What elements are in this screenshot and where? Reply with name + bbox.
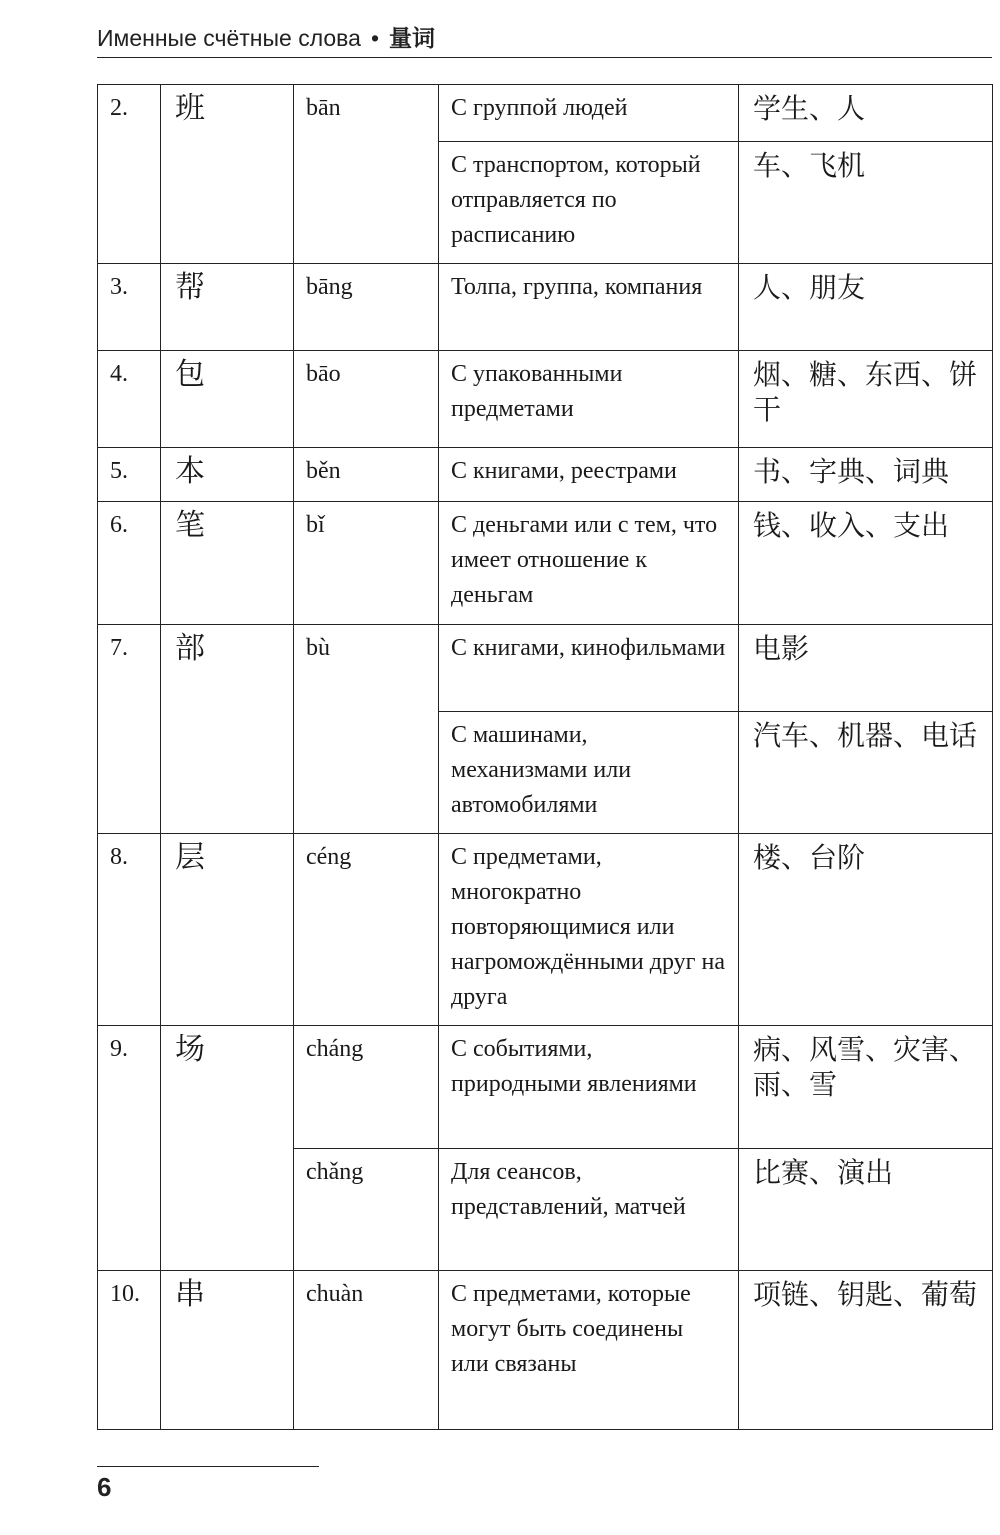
row-number: 9. [98, 1026, 161, 1271]
pinyin: běn [294, 448, 439, 502]
usage-description: С транспортом, который отправляется по расписанию [439, 142, 739, 264]
running-head-title: Именные счётные слова [97, 25, 361, 51]
usage-description: С книгами, реестрами [439, 448, 739, 502]
usage-examples: 楼、台阶 [739, 834, 993, 1026]
table-row [98, 264, 993, 351]
measure-word: 帮 [161, 264, 294, 351]
row-number: 5. [98, 448, 161, 502]
pinyin: chuàn [294, 1271, 439, 1430]
usage-examples: 项链、钥匙、葡萄 [739, 1271, 993, 1430]
header-rule [97, 57, 992, 58]
table-row [98, 1026, 993, 1149]
measure-word: 部 [161, 625, 294, 834]
row-number: 10. [98, 1271, 161, 1430]
usage-description: С машинами, механизмами или автомобилями [439, 712, 739, 834]
measure-word: 本 [161, 448, 294, 502]
row-number: 3. [98, 264, 161, 351]
pinyin: bǐ [294, 502, 439, 625]
usage-description: Для сеансов, представлений, матчей [439, 1149, 739, 1271]
usage-description: С деньгами или с тем, что имеет отношение к деньгам [439, 502, 739, 625]
pinyin: céng [294, 834, 439, 1026]
table-row [98, 834, 993, 1026]
running-head [97, 20, 435, 53]
table-row [98, 448, 993, 502]
measure-word: 串 [161, 1271, 294, 1430]
table-row [98, 502, 993, 625]
page-number: 6 [97, 1472, 112, 1502]
running-head-bullet: • [370, 25, 380, 51]
row-number: 2. [98, 85, 161, 264]
pinyin: chǎng [294, 1149, 439, 1271]
usage-description: С событиями, природными явлениями [439, 1026, 739, 1149]
measure-word: 层 [161, 834, 294, 1026]
usage-examples: 书、字典、词典 [739, 448, 993, 502]
usage-description: Толпа, группа, компания [439, 264, 739, 351]
usage-description: С предметами, которые могут быть соединены или связаны [439, 1271, 739, 1430]
usage-examples: 烟、糖、东西、饼干 [739, 351, 993, 448]
usage-examples: 比赛、演出 [739, 1149, 993, 1271]
pinyin: bāng [294, 264, 439, 351]
usage-examples: 汽车、机器、电话 [739, 712, 993, 834]
pinyin: bān [294, 85, 439, 264]
row-number: 6. [98, 502, 161, 625]
usage-examples: 车、飞机 [739, 142, 993, 264]
table-row [98, 1271, 993, 1430]
usage-examples: 学生、人 [739, 85, 993, 142]
row-number: 8. [98, 834, 161, 1026]
running-head-title-cn: 量词 [389, 26, 436, 52]
table-row [98, 85, 993, 142]
usage-examples: 病、风雪、灾害、雨、雪 [739, 1026, 993, 1149]
usage-description: С группой людей [439, 85, 739, 142]
pinyin: cháng [294, 1026, 439, 1149]
measure-word: 班 [161, 85, 294, 264]
measure-word-table [97, 84, 993, 1430]
row-number: 4. [98, 351, 161, 448]
usage-description: С книгами, кинофильмами [439, 625, 739, 712]
usage-examples: 人、朋友 [739, 264, 993, 351]
table-row [98, 625, 993, 712]
measure-word: 笔 [161, 502, 294, 625]
pinyin: bù [294, 625, 439, 834]
row-number: 7. [98, 625, 161, 834]
pinyin: bāo [294, 351, 439, 448]
usage-examples: 钱、收入、支出 [739, 502, 993, 625]
table-row [98, 351, 993, 448]
usage-description: С предметами, многократно повторяющимися или нагромождёнными друг на друга [439, 834, 739, 1026]
footer-rule [97, 1466, 319, 1467]
usage-examples: 电影 [739, 625, 993, 712]
usage-description: С упакованными предметами [439, 351, 739, 448]
measure-word: 包 [161, 351, 294, 448]
measure-word: 场 [161, 1026, 294, 1271]
